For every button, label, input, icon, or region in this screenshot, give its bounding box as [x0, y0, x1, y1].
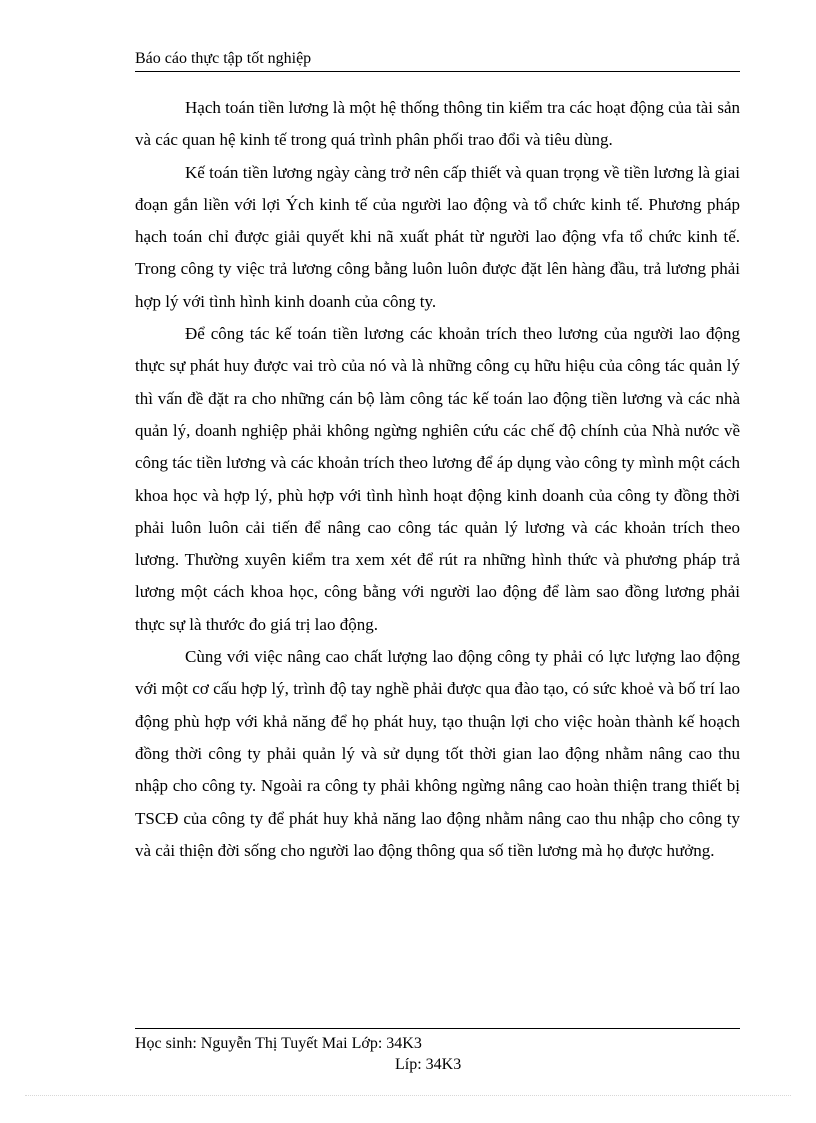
paragraph-1: Hạch toán tiền lương là một hệ thống thông tin kiểm tra các hoạt động của tài sản và các quan hệ kinh tế trong quá trình phân phối trao đổi và tiêu dùng. [135, 98, 740, 150]
paragraph-2: Kế toán tiền lương ngày càng trở nên cấp thiết và quan trọng về tiền lương là giai đoạn gắn liền với lợi Ých kinh tế của người lao động và tổ chức kinh tế. Phương pháp hạch toán chỉ được giải quyết khi nã xuất phát từ người lao động vfa tổ chức kinh tế. Trong công ty việc trả lương công bằng luôn luôn được đặt lên hàng đầu, trả lương phải hợp lý với tình hình kinh doanh của công ty. [135, 162, 740, 311]
paragraph-4: Cùng với việc nâng cao chất lượng lao động công ty phải có lực lượng lao động với một cơ cấu hợp lý, trình độ tay nghề phải được qua đào tạo, có sức khoẻ và bố trí lao động phù hợp với khả năng để họ phát huy, tạo thuận lợi cho việc hoàn thành kế hoạch đồng thời công ty phải quản lý và sử dụng tốt thời gian lao động nhằm nâng cao thu nhập cho công ty. Ngoài ra công ty phải không ngừng nâng cao hoàn thiện trang thiết bị TSCĐ của công ty để phát huy khả năng lao động nhằm nâng cao thu nhập cho công ty và cải thiện đời sống cho người lao động thông qua số tiền lương mà họ được hưởng. [135, 647, 740, 860]
page-bottom-border [25, 1095, 791, 1096]
document-body [135, 92, 740, 867]
page-header-title: Báo cáo thực tập tốt nghiệp [135, 50, 312, 67]
footer-divider [135, 1028, 740, 1029]
footer-student-info: Học sinh: Nguyễn Thị Tuyết Mai Lớp: 34K3 [135, 1035, 422, 1052]
footer-class-info: Líp: 34K3 [395, 1056, 462, 1073]
header-divider [135, 71, 740, 72]
paragraph-3: Để công tác kế toán tiền lương các khoản trích theo lương của người lao động thực sự phát huy được vai trò của nó và là những công cụ hữu hiệu của công tác quản lý thì vấn đề đặt ra cho những cán bộ làm công tác kế toán lao động tiền lương và các nhà quản lý, doanh nghiệp phải không ngừng nghiên cứu các chế độ chính của Nhà nước về công tác tiền lương và các khoản trích theo lương để áp dụng vào công ty mình một cách khoa học và hợp lý, phù hợp với tình hình hoạt động kinh doanh của công ty đồng thời phải luôn luôn cải tiến để nâng cao công tác quản lý lương và các khoản trích theo lương. Thường xuyên kiểm tra xem xét để rút ra những hình thức và phương pháp trả lương một cách khoa học, công bằng với người lao động để làm sao đồng lương phải thực sự là thước đo giá trị lao động. [135, 324, 740, 634]
